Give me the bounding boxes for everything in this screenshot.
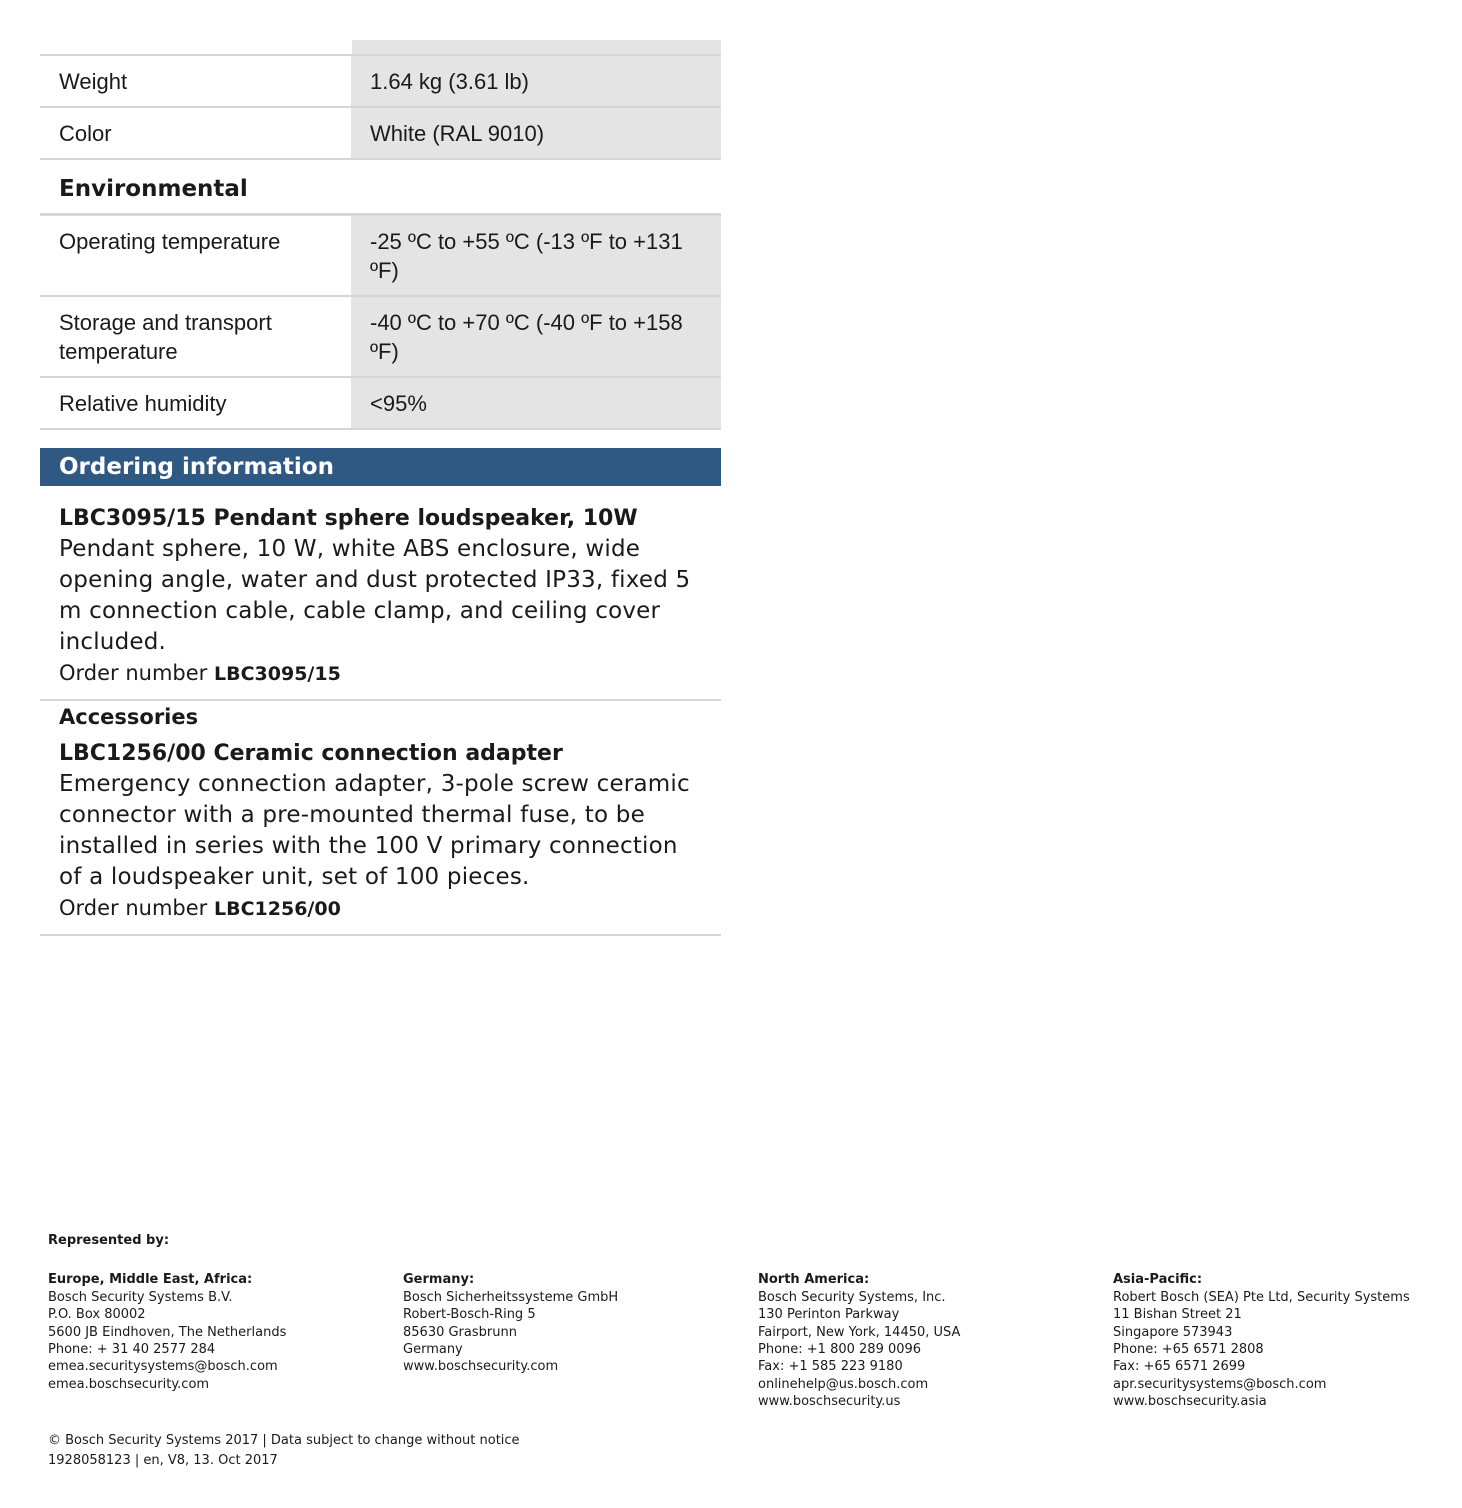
- accessory-description: Emergency connection adapter, 3-pole screw ceramic connector with a pre-mounted thermal fuse, to be installed in series with the 100 V primary connection of a loudspeaker unit, set of 100 pieces.: [59, 771, 690, 890]
- order-number: LBC3095/15: [214, 663, 341, 685]
- website-line: www.boschsecurity.com: [403, 1359, 559, 1375]
- address-line: Bosch Security Systems B.V.: [48, 1289, 233, 1305]
- order-number-label: Order number: [59, 661, 208, 685]
- table-row: [40, 56, 721, 107]
- represented-by-label: Represented by:: [48, 1233, 170, 1248]
- email-line: onlinehelp@us.bosch.com: [758, 1376, 929, 1392]
- region-heading: Germany:: [403, 1272, 475, 1288]
- order-number: LBC1256/00: [214, 898, 341, 920]
- address-line: Bosch Sicherheitssysteme GmbH: [403, 1289, 619, 1305]
- product-order-item: [40, 486, 721, 701]
- address-line: Singapore 573943: [1113, 1324, 1233, 1340]
- email-line: apr.securitysystems@bosch.com: [1113, 1376, 1327, 1392]
- region-heading: Asia-Pacific:: [1113, 1272, 1203, 1288]
- table-row: [40, 107, 721, 159]
- table-row: [40, 377, 721, 429]
- region-heading: Europe, Middle East, Africa:: [48, 1272, 253, 1288]
- region-asia-pacific: [1113, 1271, 1453, 1410]
- address-line: 85630 Grasbrunn: [403, 1324, 517, 1340]
- website-line: www.boschsecurity.asia: [1113, 1394, 1267, 1410]
- region-north-america: [758, 1271, 1098, 1410]
- website-line: emea.boschsecurity.com: [48, 1376, 210, 1392]
- address-line: Bosch Security Systems, Inc.: [758, 1289, 946, 1305]
- environmental-spec-table: [40, 216, 721, 430]
- spec-value: -25 ºC to +55 ºC (-13 ºF to +131 ºF): [351, 216, 721, 296]
- website-line: www.boschsecurity.us: [758, 1394, 901, 1410]
- spec-label: Operating temperature: [40, 216, 351, 296]
- table-row: [40, 296, 721, 377]
- phone-line: Phone: + 31 40 2577 284: [48, 1342, 216, 1358]
- ordering-information-banner: Ordering information: [40, 448, 721, 486]
- spec-value: 1.64 kg (3.61 lb): [351, 56, 721, 107]
- fax-line: Fax: +1 585 223 9180: [758, 1359, 903, 1375]
- footer: [48, 1232, 1448, 1431]
- content-column: [40, 40, 721, 936]
- product-order-line: [59, 658, 702, 689]
- address-line: 130 Perinton Parkway: [758, 1307, 900, 1323]
- phone-line: Phone: +65 6571 2808: [1113, 1342, 1264, 1358]
- table-row: [40, 216, 721, 296]
- copyright-notice: © Bosch Security Systems 2017 | Data subject to change without notice: [48, 1433, 520, 1448]
- spec-label: Weight: [40, 56, 351, 107]
- spec-value: -40 ºC to +70 ºC (-40 ºF to +158 ºF): [351, 296, 721, 377]
- address-line: Germany: [403, 1342, 463, 1358]
- product-title: LBC3095/15 Pendant sphere loudspeaker, 10W: [59, 506, 638, 531]
- spec-value: White (RAL 9010): [351, 107, 721, 159]
- phone-line: Phone: +1 800 289 0096: [758, 1342, 922, 1358]
- spec-label: Color: [40, 107, 351, 159]
- copyright-block: [48, 1431, 520, 1471]
- accessory-title: LBC1256/00 Ceramic connection adapter: [59, 741, 563, 766]
- fax-line: Fax: +65 6571 2699: [1113, 1359, 1246, 1375]
- accessories-heading: Accessories: [59, 705, 199, 729]
- region-heading: North America:: [758, 1272, 870, 1288]
- address-line: 5600 JB Eindhoven, The Netherlands: [48, 1324, 287, 1340]
- spec-value: <95%: [351, 377, 721, 429]
- spec-label: Relative humidity: [40, 377, 351, 429]
- table-top-strip: [40, 40, 721, 56]
- order-number-label: Order number: [59, 896, 208, 920]
- region-emea: [48, 1271, 388, 1393]
- address-line: Fairport, New York, 14450, USA: [758, 1324, 961, 1340]
- email-line: emea.securitysystems@bosch.com: [48, 1359, 278, 1375]
- physical-spec-table: [40, 56, 721, 160]
- address-line: Robert-Bosch-Ring 5: [403, 1307, 536, 1323]
- accessory-order-item: [40, 729, 721, 936]
- accessory-order-line: [59, 893, 702, 924]
- address-line: P.O. Box 80002: [48, 1307, 146, 1323]
- region-germany: [403, 1271, 743, 1375]
- spec-label: Storage and transport temperature: [40, 296, 351, 377]
- environmental-heading: Environmental: [40, 160, 721, 216]
- address-line: Robert Bosch (SEA) Pte Ltd, Security Systems: [1113, 1289, 1410, 1305]
- address-line: 11 Bishan Street 21: [1113, 1307, 1242, 1323]
- product-description: Pendant sphere, 10 W, white ABS enclosure, wide opening angle, water and dust protected IP33, fixed 5 m connection cable, cable clamp, and ceiling cover included.: [59, 536, 691, 655]
- footer-regions: [48, 1271, 1448, 1431]
- document-id: 1928058123 | en, V8, 13. Oct 2017: [48, 1453, 278, 1468]
